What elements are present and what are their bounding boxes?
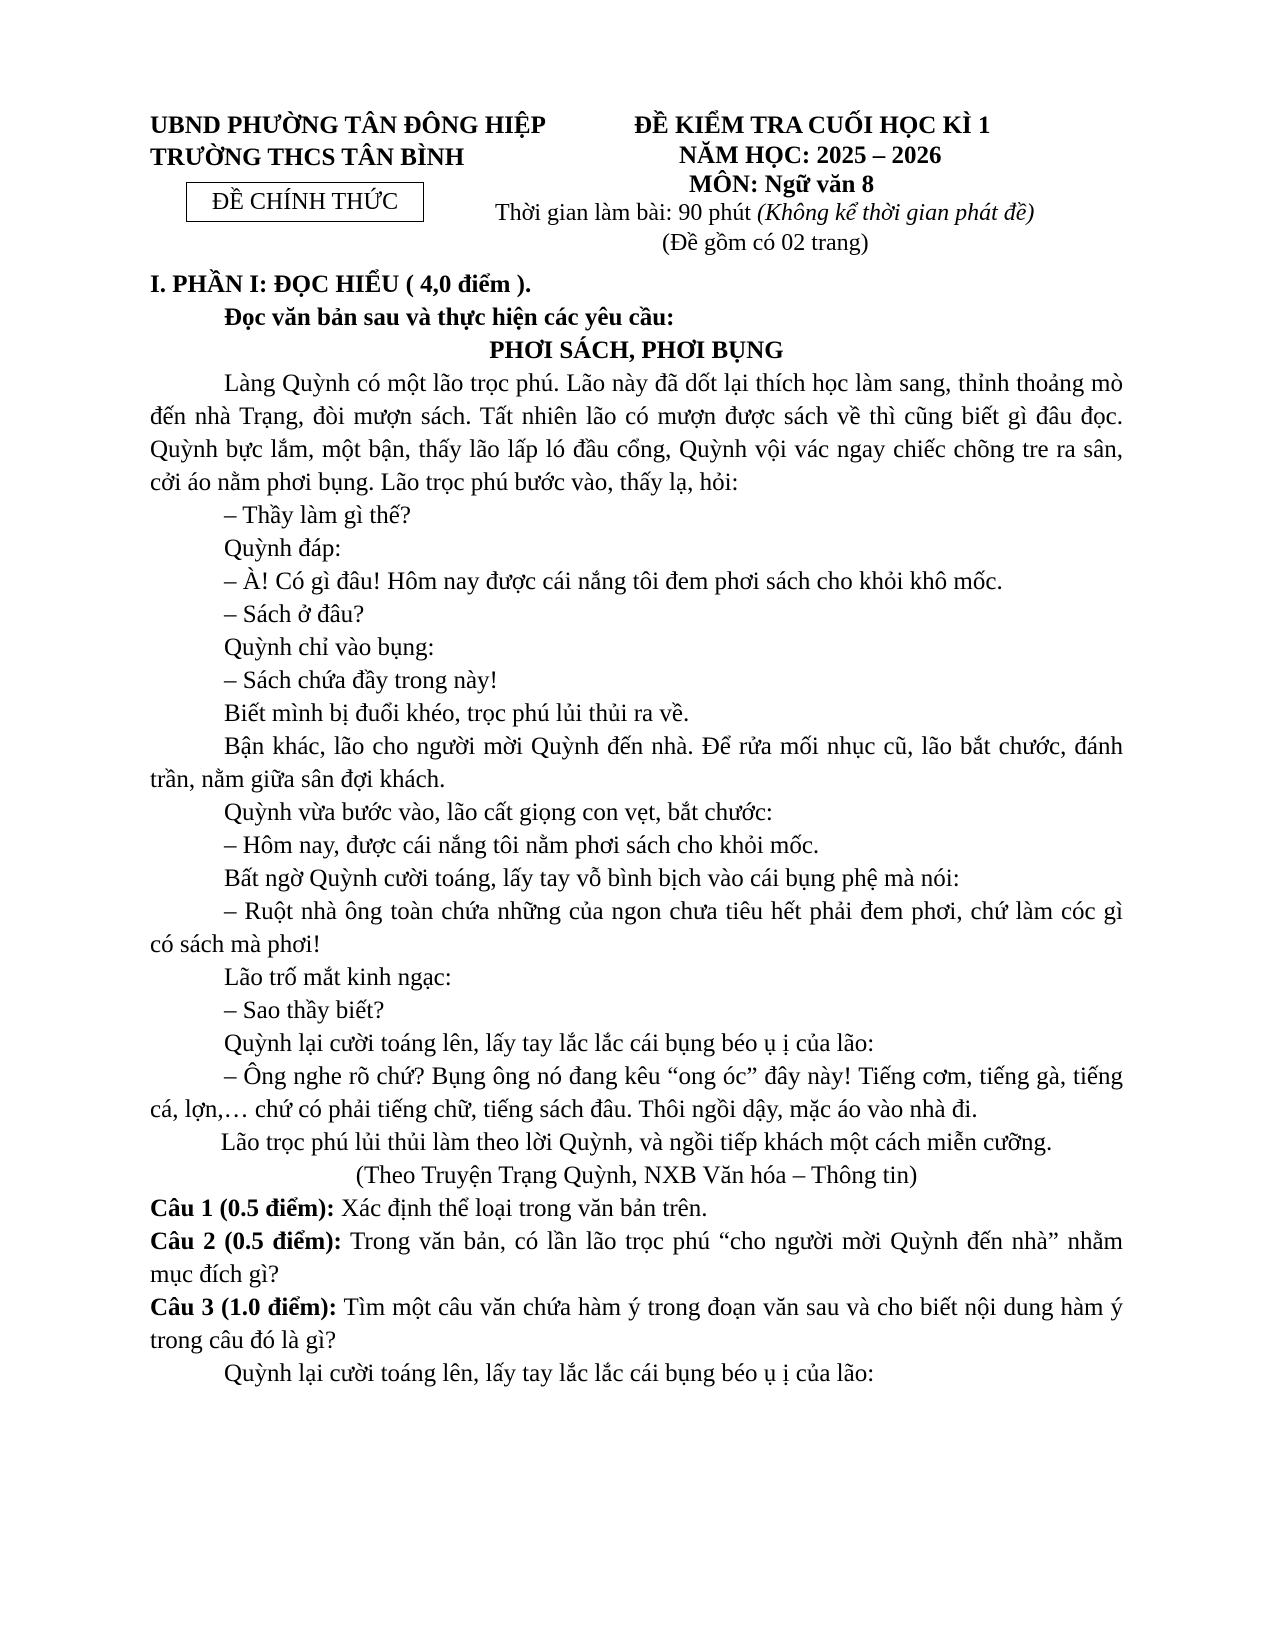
story-line: – Hôm nay, được cái nắng tôi nằm phơi sách cho khỏi mốc. xyxy=(224,832,820,859)
story-line: Lão trọc phú lủi thủi làm theo lời Quỳnh, và ngồi tiếp khách một cách miễn cưỡng. xyxy=(220,1129,1053,1156)
quoted-line: Quỳnh lại cười toáng lên, lấy tay lắc lắc cái bụng béo ụ ị của lão: xyxy=(224,1360,875,1387)
school-name: TRƯỜNG THCS TÂN BÌNH xyxy=(150,144,465,171)
ward-name: UBND PHƯỜNG TÂN ĐÔNG HIỆP xyxy=(150,112,546,139)
time-note: (Không kể thời gian phát đề) xyxy=(756,200,1035,226)
question-1: Câu 1 (0.5 điểm): Xác định thể loại trong văn bản trên. xyxy=(150,1195,708,1222)
exam-content xyxy=(150,268,1123,1390)
school-year: NĂM HỌC: 2025 – 2026 xyxy=(679,142,942,169)
school-header xyxy=(150,110,546,174)
time-text: Thời gian làm bài: 90 phút xyxy=(495,200,757,226)
story-line: – Thầy làm gì thế? xyxy=(224,502,411,529)
section-heading: I. PHẦN I: ĐỌC HIỂU ( 4,0 điểm ). xyxy=(150,271,532,298)
story-line: Quỳnh chỉ vào bụng: xyxy=(224,634,435,661)
story-paragraph: – Ông nghe rõ chứ? Bụng ông nó đang kêu “ong óc” đây này! Tiếng cơm, tiếng gà, tiếng cá, lợn,… chứ có phải tiếng chữ, tiếng sách đâu. Thôi ngồi dậy, mặc áo vào nhà đi. xyxy=(150,1063,1123,1123)
exam-title: ĐỀ KIỂM TRA CUỐI HỌC KÌ 1 xyxy=(634,112,991,139)
story-source: (Theo Truyện Trạng Quỳnh, NXB Văn hóa – Thông tin) xyxy=(355,1162,918,1189)
pages-note: (Đề gồm có 02 trang) xyxy=(662,230,869,256)
time-allowed xyxy=(495,200,1034,227)
story-line: Lão trố mắt kinh ngạc: xyxy=(224,964,452,991)
subject: MÔN: Ngữ văn 8 xyxy=(689,171,875,198)
story-line: – Sách chứa đầy trong này! xyxy=(224,667,498,694)
story-title: PHƠI SÁCH, PHƠI BỤNG xyxy=(489,337,784,364)
official-exam-stamp: ĐỀ CHÍNH THỨC xyxy=(186,182,424,222)
story-paragraph: Làng Quỳnh có một lão trọc phú. Lão này đã dốt lại thích học làm sang, thỉnh thoảng mò đến nhà Trạng, đòi mượn sách. Tất nhiên lão có mượn được sách về thì cũng biết gì đâu đọc. Quỳnh bực lắm, một bận, thấy lão lấp ló đầu cổng, Quỳnh vội vác ngay chiếc chõng tre ra sân, cởi áo nằm phơi bụng. Lão trọc phú bước vào, thấy lạ, hỏi: xyxy=(150,370,1123,496)
story-paragraph: – Ruột nhà ông toàn chứa những của ngon chưa tiêu hết phải đem phơi, chứ làm cóc gì có sách mà phơi! xyxy=(150,898,1123,958)
section-instruction: Đọc văn bản sau và thực hiện các yêu cầu: xyxy=(224,304,675,331)
story-line: Quỳnh đáp: xyxy=(224,535,342,562)
question-2: Câu 2 (0.5 điểm): Trong văn bản, có lần lão trọc phú “cho người mời Quỳnh đến nhà” nhằm mục đích gì? xyxy=(150,1228,1123,1288)
story-line: – Sách ở đâu? xyxy=(224,601,365,628)
story-paragraph: Bận khác, lão cho người mời Quỳnh đến nhà. Để rửa mối nhục cũ, lão bắt chước, đánh trần, nằm giữa sân đợi khách. xyxy=(150,733,1123,793)
story-line: Quỳnh vừa bước vào, lão cất giọng con vẹt, bắt chước: xyxy=(224,799,773,826)
story-line: Bất ngờ Quỳnh cười toáng, lấy tay vỗ bình bịch vào cái bụng phệ mà nói: xyxy=(224,865,960,892)
story-line: Biết mình bị đuổi khéo, trọc phú lủi thủi ra về. xyxy=(224,700,690,727)
question-3: Câu 3 (1.0 điểm): Tìm một câu văn chứa hàm ý trong đoạn văn sau và cho biết nội dung hàm ý trong câu đó là gì? xyxy=(150,1294,1123,1354)
story-line: – À! Có gì đâu! Hôm nay được cái nắng tôi đem phơi sách cho khỏi khô mốc. xyxy=(224,568,1003,595)
story-line: Quỳnh lại cười toáng lên, lấy tay lắc lắc cái bụng béo ụ ị của lão: xyxy=(224,1030,875,1057)
story-line: – Sao thầy biết? xyxy=(224,997,385,1024)
